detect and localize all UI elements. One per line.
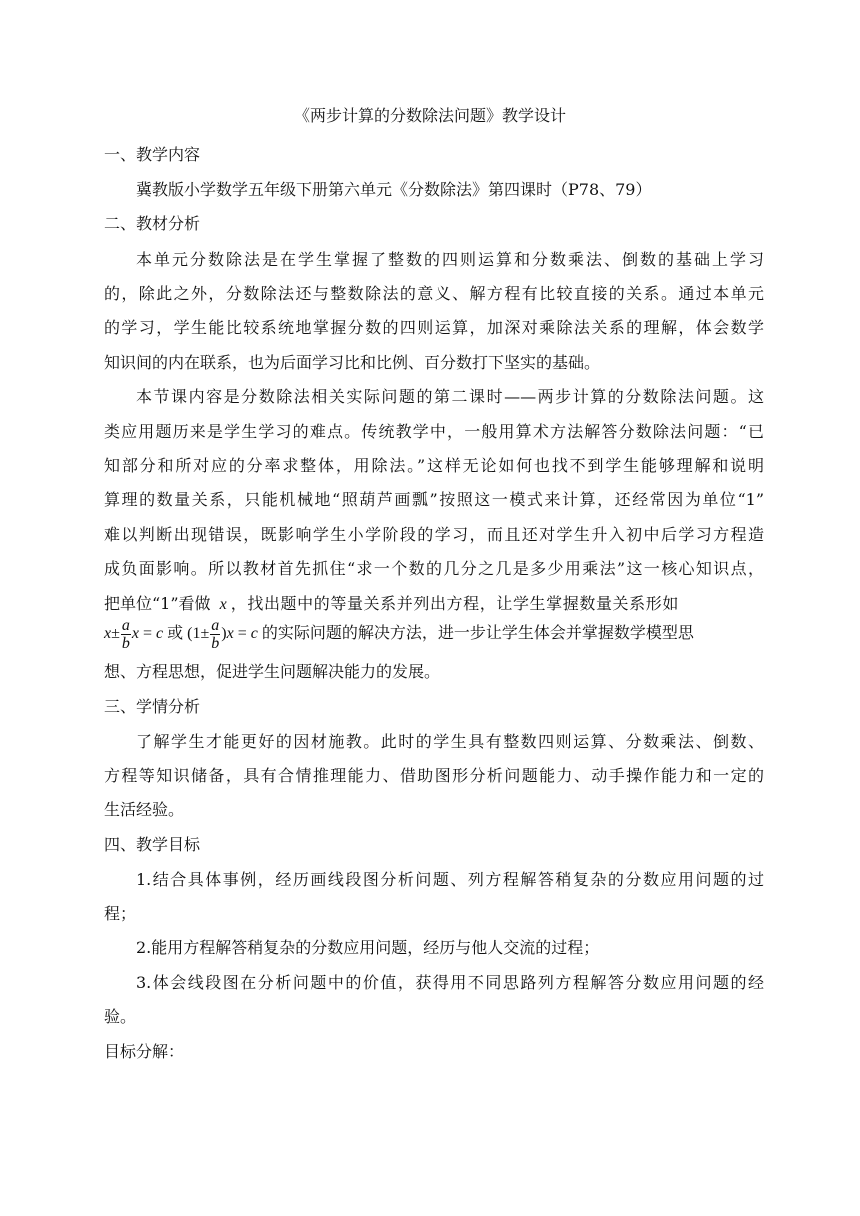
paragraph-line: 的学习，学生能比较系统地掌握分数的四则运算，加深对乘除法关系的理解，体会数学	[104, 318, 764, 337]
math-paren-close: )	[221, 625, 227, 642]
math-variable: x	[226, 625, 234, 642]
math-variable: x	[219, 596, 227, 613]
paragraph-line	[104, 594, 764, 615]
paragraph-line: 知部分和所对应的分率求整体，用除法。”这样无论如何也找不到学生能够理解和说明	[104, 456, 764, 475]
goal-line: 验。	[104, 1007, 137, 1026]
section-heading-content: 一、教学内容	[104, 145, 201, 164]
formula-line	[104, 614, 764, 654]
math-operator: =	[237, 625, 247, 642]
math-numerator: a	[121, 616, 130, 634]
section-heading-analysis: 二、教材分析	[104, 214, 201, 233]
math-operator: ±	[111, 625, 120, 642]
paragraph-line: 成负面影响。所以教材首先抓住“求一个数的几分之几是多少用乘法”这一核心知识点，	[104, 559, 764, 578]
goal-line: 2.能用方程解答稍复杂的分数应用问题，经历与他人交流的过程；	[136, 938, 600, 957]
document-title: 《两步计算的分数除法问题》教学设计	[293, 106, 566, 125]
goal-line: 程；	[104, 904, 137, 923]
text-fragment: ，找出题中的等量关系并列出方程，让学生掌握数量关系形如	[230, 594, 679, 613]
math-denominator: b	[211, 634, 220, 652]
math-denominator: b	[121, 634, 130, 652]
text-fragment: 把单位“1”看做	[104, 594, 211, 613]
math-variable: x	[131, 625, 139, 642]
paragraph-line: 了解学生才能更好的因材施教。此时的学生具有整数四则运算、分数乘法、倒数、	[136, 732, 764, 751]
math-variable: x	[104, 625, 112, 642]
paragraph-line: 难以判断出现错误，既影响学生小学阶段的学习，而且还对学生升入初中后学习方程造	[104, 525, 764, 544]
text-fragment: 的实际问题的解决方法，进一步让学生体会并掌握数学模型思	[261, 623, 694, 642]
text-fragment: 或	[167, 623, 184, 642]
paragraph-line: 的，除此之外，分数除法还与整数除法的意义、解方程有比较直接的关系。通过本单元	[104, 284, 764, 303]
paragraph-line: 生活经验。	[104, 800, 185, 819]
math-fraction	[121, 617, 131, 652]
math-fraction	[210, 617, 220, 652]
math-operator: ±	[200, 625, 210, 642]
section-text-content: 冀教版小学数学五年级下册第六单元《分数除法》第四课时（P78、79）	[136, 180, 652, 199]
paragraph-line: 本单元分数除法是在学生掌握了整数的四则运算和分数乘法、倒数的基础上学习	[136, 250, 764, 269]
math-variable: c	[250, 625, 258, 642]
paragraph-line: 想、方程思想，促进学生问题解决能力的发展。	[104, 662, 441, 681]
paragraph-line: 方程等知识储备，具有合情推理能力、借助图形分析问题能力、动手操作能力和一定的	[104, 766, 764, 785]
paragraph-line: 类应用题历来是学生学习的难点。传统教学中，一般用算术方法解答分数除法问题：“已	[104, 422, 764, 441]
paragraph-line: 知识间的内在联系，也为后面学习比和比例、百分数打下坚实的基础。	[104, 353, 601, 372]
section-heading-goals: 四、教学目标	[104, 835, 201, 854]
math-numerator: a	[211, 616, 220, 634]
section-heading-learners: 三、学情分析	[104, 697, 201, 716]
math-paren-open: (1	[187, 625, 201, 642]
goal-line: 1.结合具体事例，经历画线段图分析问题、列方程解答稍复杂的分数应用问题的过	[136, 870, 764, 889]
goal-breakdown-heading: 目标分解：	[104, 1042, 185, 1061]
goal-line: 3.体会线段图在分析问题中的价值，获得用不同思路列方程解答分数应用问题的经	[136, 973, 764, 992]
paragraph-line: 本节课内容是分数除法相关实际问题的第二课时——两步计算的分数除法问题。这	[136, 387, 764, 406]
paragraph-line: 算理的数量关系，只能机械地“照葫芦画瓢”按照这一模式来计算，还经常因为单位“1”	[104, 490, 764, 509]
math-operator: =	[143, 625, 153, 642]
math-variable: c	[156, 625, 164, 642]
